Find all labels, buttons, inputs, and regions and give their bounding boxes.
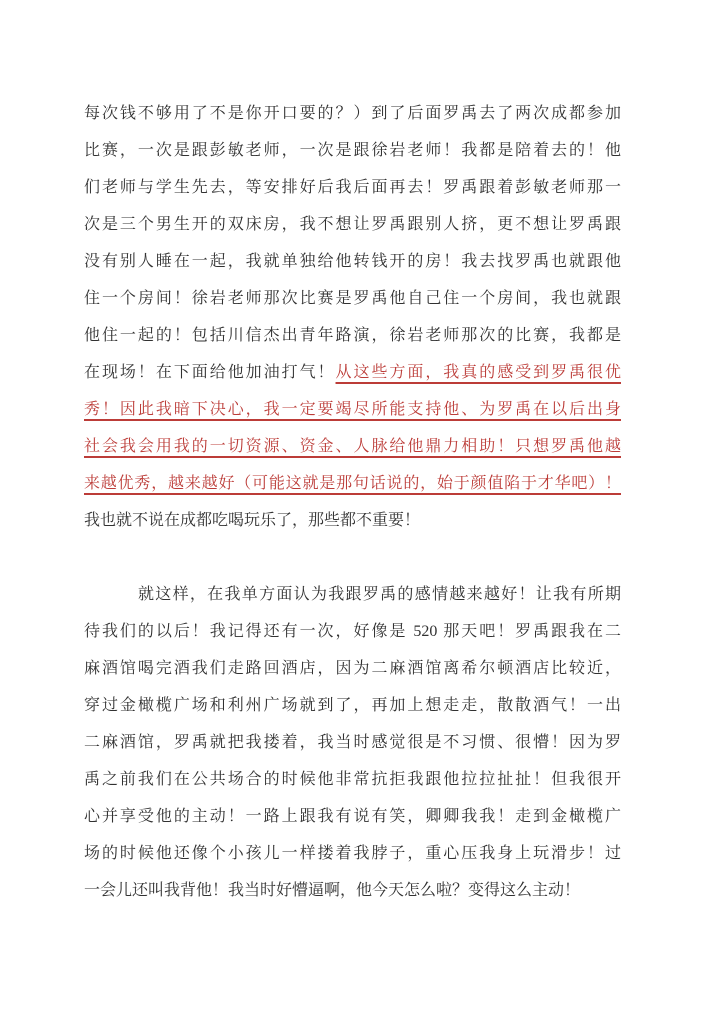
text-line [84,687,621,724]
text-line [84,576,621,613]
highlighted-text: 秀！因此我暗下决心，我一定要竭尽所能支持他、为罗禹在以后出身 [84,401,621,418]
text-line [84,465,621,502]
text-line [84,502,621,539]
text-line [84,428,621,465]
text-segment: 就这样，在我单方面认为我跟罗禹的感情越来越好！让我有所期 [138,586,621,603]
text-line [84,724,621,761]
text-line [84,798,621,835]
text-segment: 我也就不说在成都吃喝玩乐了，那些都不重要！ [84,512,421,529]
text-line [84,613,621,650]
text-segment: 比赛，一次是跟彭敏老师，一次是跟徐岩老师！我都是陪着去的！他 [84,142,621,159]
text-line [84,354,621,391]
highlighted-text: 来越优秀，越来越好（可能这就是那句话说的，始于颜值陷于才华吧）！ [84,475,621,492]
document-body [84,95,621,909]
text-line [84,206,621,243]
text-segment: 场的时候他还像个小孩儿一样搂着我脖子，重心压我身上玩滑步！过 [84,845,621,862]
text-line [84,761,621,798]
text-line [84,872,621,909]
text-line [84,650,621,687]
text-segment: 在现场！在下面给他加油打气！ [84,364,336,381]
text-segment: 没有别人睡在一起，我就单独给他转钱开的房！我去找罗禹也就跟他 [84,253,621,270]
highlighted-text: 社会我会用我的一切资源、资金、人脉给他鼎力相助！只想罗禹他越 [84,438,621,455]
text-segment: 次是三个男生开的双床房，我不想让罗禹跟别人挤，更不想让罗禹跟 [84,216,621,233]
text-line [84,169,621,206]
text-segment: 心并享受他的主动！一路上跟我有说有笑，卿卿我我！走到金橄榄广 [84,808,621,825]
text-segment: 他住一起的！包括川信杰出青年路演，徐岩老师那次的比赛，我都是 [84,327,621,344]
text-segment: 每次钱不够用了不是你开口要的？）到了后面罗禹去了两次成都参加 [84,105,621,122]
text-segment: 一会儿还叫我背他！我当时好懵逼啊，他今天怎么啦？变得这么主动！ [84,882,581,899]
text-line [84,132,621,169]
paragraph [84,95,621,539]
text-segment: 禹之前我们在公共场合的时候他非常抗拒我跟他拉拉扯扯！但我很开 [84,771,621,788]
text-segment: 待我们的以后！我记得还有一次，好像是 520 那天吧！罗禹跟我在二 [84,623,621,640]
highlighted-text: 从这些方面，我真的感受到罗禹很优 [335,364,621,381]
text-segment: 二麻酒馆，罗禹就把我搂着，我当时感觉很是不习惯、很懵！因为罗 [84,734,621,751]
text-line [84,243,621,280]
text-line [84,391,621,428]
text-line [84,280,621,317]
text-segment: 们老师与学生先去，等安排好后我后面再去！罗禹跟着彭敏老师那一 [84,179,621,196]
text-segment: 穿过金橄榄广场和利州广场就到了，再加上想走走，散散酒气！一出 [84,697,621,714]
text-line [84,317,621,354]
paragraph [84,576,621,909]
text-segment: 住一个房间！徐岩老师那次比赛是罗禹他自己住一个房间，我也就跟 [84,290,621,307]
text-line [84,835,621,872]
text-line [84,95,621,132]
text-segment: 麻酒馆喝完酒我们走路回酒店，因为二麻酒馆离希尔顿酒店比较近， [84,660,621,677]
